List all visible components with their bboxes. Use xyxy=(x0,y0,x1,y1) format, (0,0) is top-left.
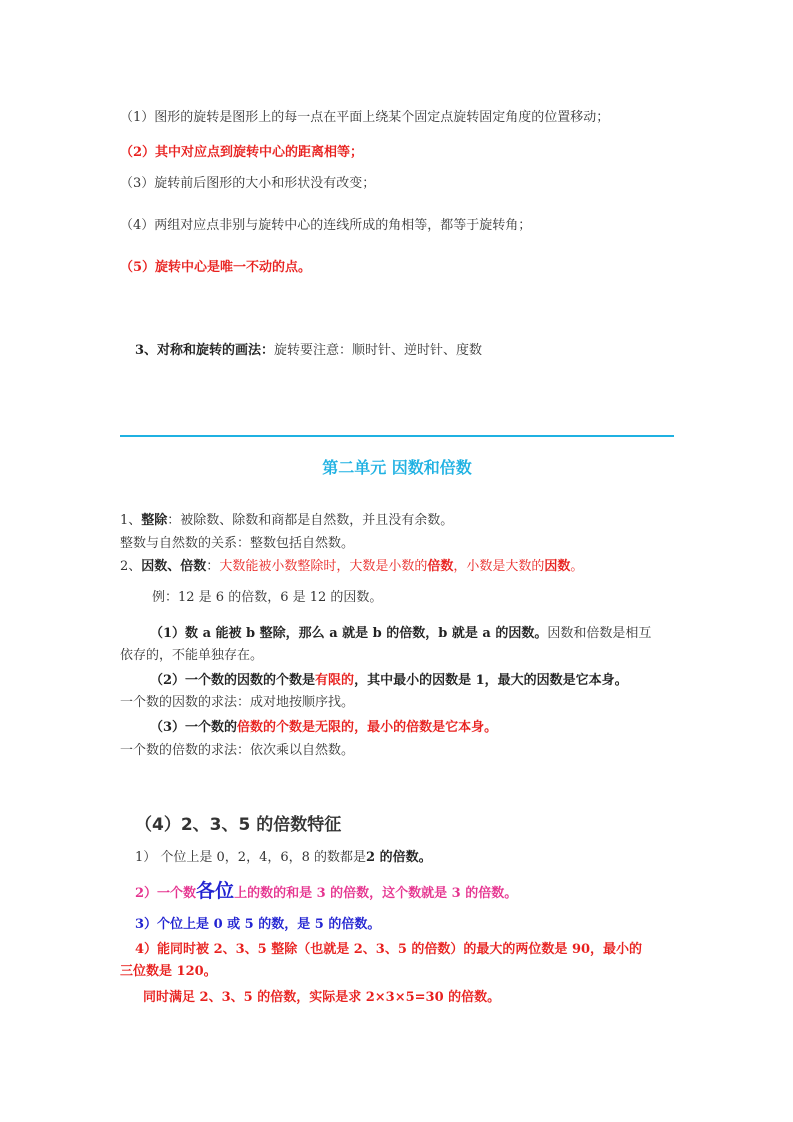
statement-3-a: （3）一个数的 xyxy=(150,720,238,735)
fm-text-a: 大数能被小数整除时，大数是小数的 xyxy=(219,559,428,574)
rotation-point-5: （5）旋转中心是唯一不动的点。 xyxy=(120,260,312,275)
features-heading: （4）2、3、5 的倍数特征 xyxy=(135,815,342,835)
section-divider xyxy=(120,435,674,437)
integer-relation: 整数与自然数的关系：整数包括自然数。 xyxy=(120,536,355,551)
statement-2-a: （2）一个数的因数的个数是 xyxy=(150,673,316,688)
drawing-method xyxy=(135,343,482,359)
feature-3: 3）个位上是 0 或 5 的数，是 5 的倍数。 xyxy=(135,917,381,932)
statement-3-b: 倍数的个数是无限的 xyxy=(237,720,355,735)
rotation-point-1: （1）图形的旋转是图形上的每一点在平面上绕某个固定点旋转固定角度的位置移动； xyxy=(120,110,610,125)
feature-2-a: 2）一个数 xyxy=(135,886,197,901)
fm-num: 2、 xyxy=(120,559,142,574)
feature-5: 同时满足 2、3、5 的倍数，实际是求 2×3×5=30 的倍数。 xyxy=(143,990,501,1005)
multiple-method: 一个数的倍数的求法：依次乘以自然数。 xyxy=(120,743,355,758)
fm-text-b: 倍数 xyxy=(427,559,454,574)
feature-2-big: 各位 xyxy=(196,880,235,902)
factor-method: 一个数的因数的求法：成对地按顺序找。 xyxy=(120,695,355,710)
feature-4-line-1: 4）能同时被 2、3、5 整除（也就是 2、3、5 的倍数）的最大的两位数是 90，最小的 xyxy=(135,942,643,957)
feature-4-line-2: 三位数是 120。 xyxy=(120,964,217,979)
feature-1-a: 1） 个位上是 0，2，4，6，8 的数都是 xyxy=(135,850,367,865)
divisible-text: ：被除数、除数和商都是自然数，并且没有余数。 xyxy=(167,513,454,528)
factor-multiple-line xyxy=(120,559,583,575)
rotation-point-3: （3）旋转前后图形的大小和形状没有改变； xyxy=(120,176,376,191)
unit-title: 第二单元 因数和倍数 xyxy=(322,458,472,477)
feature-1-b: 2 的倍数。 xyxy=(366,850,432,865)
divisible-num: 1、 xyxy=(120,513,142,528)
fm-text-e: 。 xyxy=(570,559,584,574)
statement-1 xyxy=(150,626,651,642)
statement-3-c: ，最小的倍数是它本身。 xyxy=(354,720,498,735)
drawing-method-text: 旋转要注意：顺时针、逆时针、度数 xyxy=(274,343,483,358)
divisible-term: 整除 xyxy=(141,513,168,528)
fm-text-c: ，小数是大数的 xyxy=(453,559,545,574)
statement-2-b: 有限的 xyxy=(315,673,355,688)
fm-term: 因数、倍数 xyxy=(141,559,207,574)
feature-2-b: 上的数的和是 3 的倍数，这个数就是 3 的倍数。 xyxy=(234,886,518,901)
statement-2 xyxy=(150,673,628,689)
fm-text-d: 因数 xyxy=(544,559,571,574)
statement-1-bold: （1）数 a 能被 b 整除，那么 a 就是 b 的倍数，b 就是 a 的因数。 xyxy=(150,626,548,641)
divisible-line xyxy=(120,513,453,529)
fm-colon: ： xyxy=(206,559,220,574)
feature-1 xyxy=(135,850,432,866)
feature-2 xyxy=(135,880,517,905)
statement-1-rest: 因数和倍数是相互 xyxy=(547,626,652,641)
drawing-method-label: 3、对称和旋转的画法： xyxy=(135,343,275,358)
statement-1-cont: 依存的，不能单独存在。 xyxy=(120,648,264,663)
rotation-point-4: （4）两组对应点非别与旋转中心的连线所成的角相等，都等于旋转角； xyxy=(120,218,532,233)
statement-3 xyxy=(150,720,497,736)
statement-2-c: ，其中最小的因数是 1，最大的因数是它本身。 xyxy=(354,673,628,688)
rotation-point-2: （2）其中对应点到旋转中心的距离相等； xyxy=(120,145,364,160)
example-line: 例：12 是 6 的倍数，6 是 12 的因数。 xyxy=(152,590,383,605)
